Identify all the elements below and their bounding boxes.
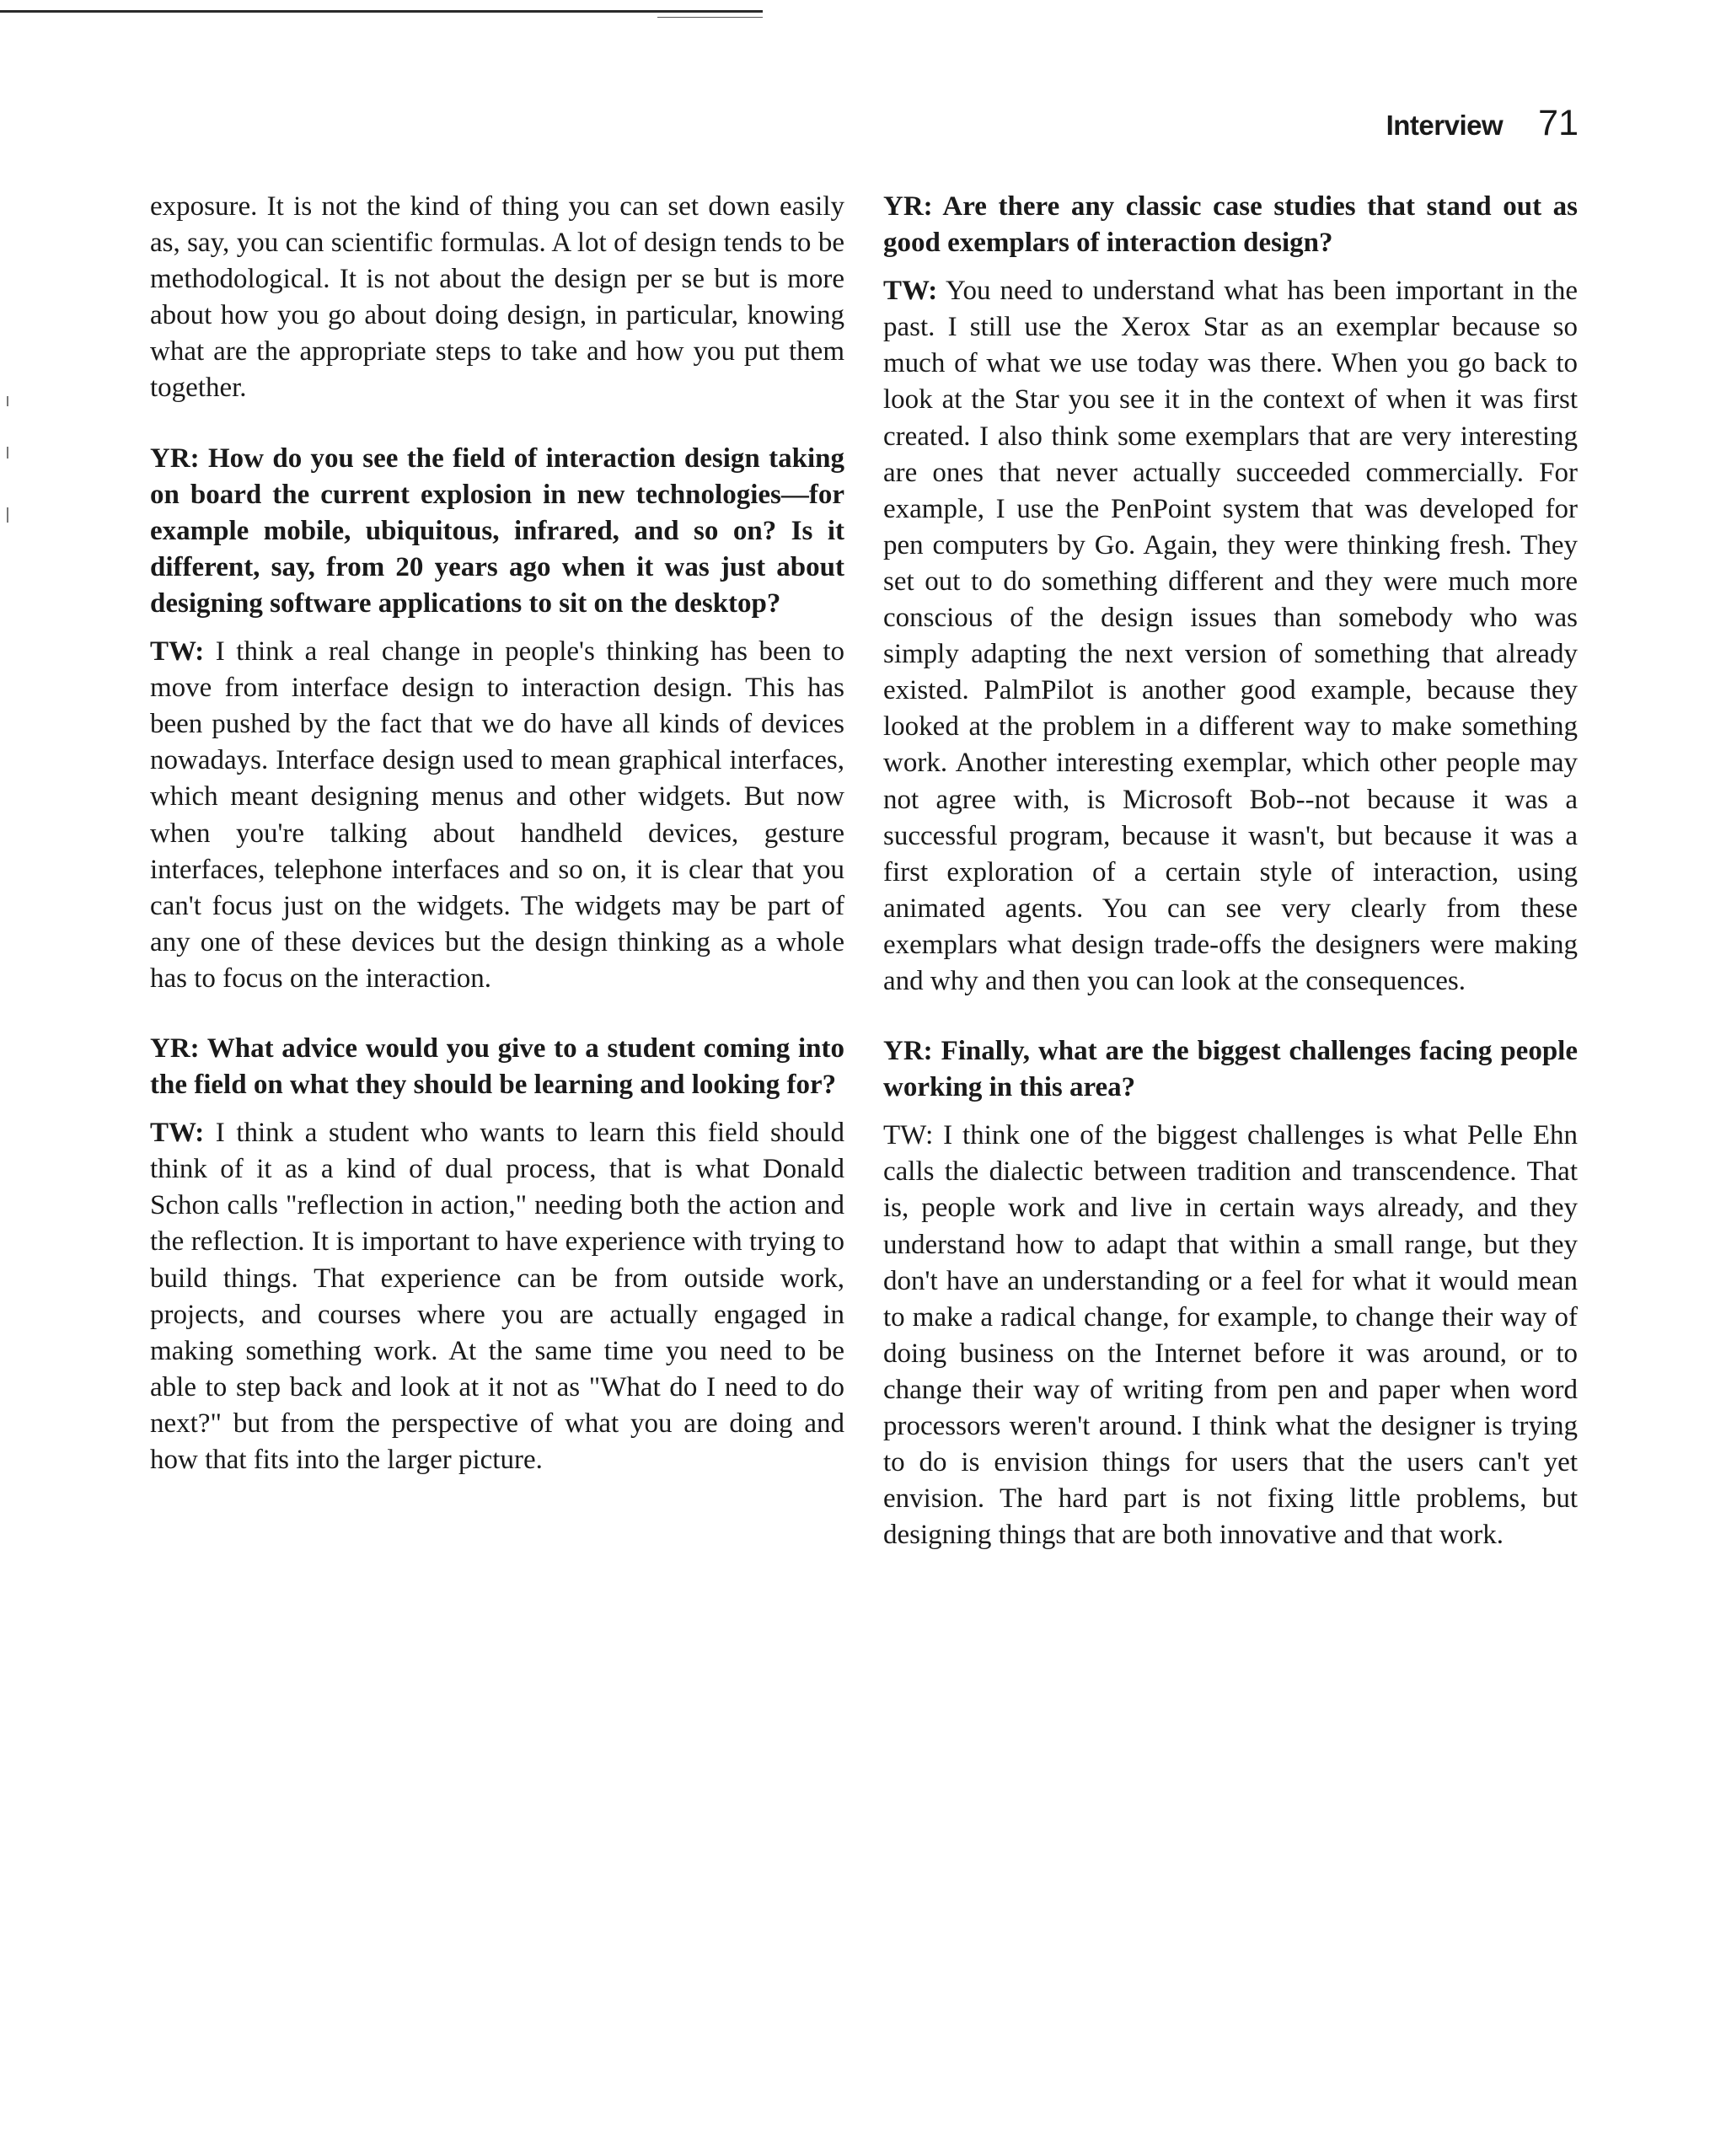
top-rule (0, 10, 763, 13)
question: YR: Finally, what are the biggest challenges facing people working in this area? (883, 1036, 1578, 1103)
question: YR: How do you see the field of interaction design taking on board the current explosion in new technologies—for example mobile, ubiquitous, infrared, and so on? Is it different, say, from 20 years ago when it was just about designing software applications to sit on the desktop? (150, 442, 844, 619)
running-head (1386, 103, 1579, 144)
answer (150, 1115, 844, 1478)
answer (883, 273, 1578, 1000)
paragraph: exposure. It is not the kind of thing you can set down easily as, say, you can scientific formulas. A lot of design tends to be methodological. It is not about the design per se but is more about how you go about doing design, in particular, knowing what are the appropriate steps to take and how you put them together. (150, 191, 844, 404)
answer-text: I think a student who wants to learn this field should think of it as a kind of dual process, that is what Donald Schon calls "reflection in action," needing both the action and the reflection. It is important to have experience with trying to build things. That experience can be from outside work, projects, and courses where you are actually engaged in making something work. At the same time you need to be able to step back and look at it not as "What do I need to do next?" but from the perspective of what you are doing and how that fits into the larger picture. (150, 1118, 844, 1475)
answer: TW: I think one of the biggest challenges is what Pelle Ehn calls the dialectic between tradition and transcendence. That is, people work and live in certain ways already, and they understand how to adapt that within a small range, but they don't have an understanding or a feel for what it would mean to make a radical change, for example, to change their way of doing business on the Internet before it was around, or to change their way of writing from pen and paper when word processors weren't around. I think what the designer is trying to do is envision things for users that the users can't yet envision. The hard part is not fixing little problems, but designing things that are both innovative and that work. (883, 1120, 1578, 1551)
margin-mark (7, 447, 8, 459)
speaker-label: TW: (883, 276, 938, 307)
page-number: 71 (1538, 103, 1579, 143)
question: YR: Are there any classic case studies that stand out as good exemplars of interaction design? (883, 191, 1578, 259)
answer (150, 634, 844, 997)
question: YR: What advice would you give to a student coming into the field on what they should be learning and looking for? (150, 1032, 844, 1101)
answer-text: I think a real change in people's thinking has been to move from interface design to interaction design. This has been pushed by the fact that we do have all kinds of devices nowadays. Interface design used to mean graphical interfaces, which meant designing menus and other widgets. But now when you're talking about handheld devices, gesture interfaces, telephone interfaces and so on, it is clear that you can't focus just on the widgets. The widgets may be part of any one of these devices but the design thinking as a whole has to focus on the interaction. (150, 636, 844, 994)
top-rule-thin (657, 17, 763, 18)
section-title: Interview (1386, 110, 1504, 141)
left-column (150, 189, 844, 1490)
speaker-label: TW: (150, 1118, 205, 1149)
margin-mark (7, 507, 8, 523)
right-column (883, 189, 1578, 1565)
speaker-label: TW: (150, 636, 205, 668)
answer-text: You need to understand what has been important in the past. I still use the Xerox Star as an exemplar because so much of what we use today was there. When you go back to look at the Star you see it in the context of when it was first created. I also think some exemplars that are very interesting are ones that never actually succeeded commercially. For example, I use the PenPoint system that was developed for pen computers by Go. Again, they were thinking fresh. They set out to do something different and they were much more conscious of the design issues than somebody who was simply adapting the next version of something that already existed. PalmPilot is another good example, because they looked at the problem in a different way to make something work. Another interesting exemplar, which other people may not agree with, is Microsoft Bob--not because it was a successful program, because it wasn't, but because it was a first exploration of a certain style of interaction, using animated agents. You can see very clearly from these exemplars what design trade-offs the designers were making and why and then you can look at the consequences. (883, 276, 1578, 996)
margin-mark (7, 396, 8, 406)
